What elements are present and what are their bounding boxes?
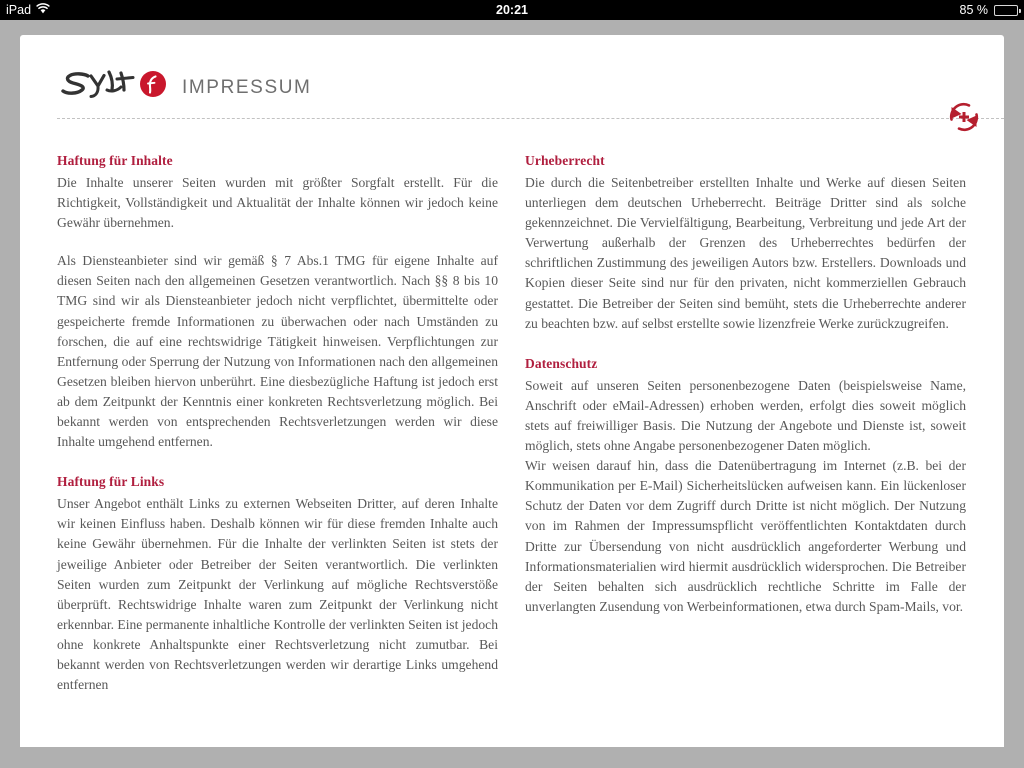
section-heading: Haftung für Links [57, 474, 165, 490]
section-paragraph: Wir weisen darauf hin, dass die Datenübertragung im Internet (z.B. bei der Kommunikation per E-Mail) Sicherheitslücken aufweisen kann. Ein lückenloser Schutz der Daten vor dem Zugriff durch Dritte ist nicht möglich. Der Nutzung von im Rahmen der Impressumspflicht veröffentlichten Kontaktdaten durch Dritte zur Übersendung von nicht ausdrücklich angeforderter Werbung und Informationsmaterialien wird hiermit ausdrücklich widersprochen. Die Betreiber der Seiten behalten sich ausdrücklich rechtliche Schritte im Falle der unverlangten Zusendung von Werbeinformationen, etwa durch Spam-Mails, vor. [525, 458, 966, 614]
section-heading: Datenschutz [525, 355, 598, 371]
section-urheberrecht [525, 153, 966, 334]
section-haftung-fuer-inhalte [57, 153, 498, 452]
section-heading: Urheberrecht [525, 153, 605, 168]
battery-percent-label: 85 % [959, 3, 988, 17]
right-column [525, 153, 966, 695]
page-title: IMPRESSUM [182, 76, 312, 98]
section-paragraph: Unser Angebot enthält Links zu externen Webseiten Dritter, auf deren Inhalte wir keinen Einfluss haben. Deshalb können wir für diese fremden Inhalte auch keine Gewähr übernehmen. Für die Inhalte der verlinkten Seiten ist stets der jeweilige Anbieter oder Betreiber der Seiten verantwortlich. Die verlinkten Seiten wurden zum Zeitpunkt der Verlinkung auf mögliche Rechtsverstöße überprüft. Rechtswidrige Inhalte waren zum Zeitpunkt der Verlinkung nicht erkennbar. Eine permanente inhaltliche Kontrolle der verlinkten Seiten ist jedoch ohne konkrete Anhaltspunkte einer Rechtsverletzung nicht zumutbar. Bei bekannt werden von Rechtsverletzungen werden wir derartige Links umgehend entfernen [57, 496, 498, 693]
section-paragraph: Die durch die Seitenbetreiber erstellten Inhalte und Werke auf diesen Seiten unterliegen dem deutschen Urheberrecht. Beiträge Dritter sind als solche gekennzeichnet. Die Vervielfältigung, Bearbeitung, Verbreitung und jede Art der Verwertung außerhalb der Grenzen des Urheberrechtes bedürfen der schriftlichen Zustimmung des jeweiligen Autors bzw. Erstellers. Downloads und Kopien dieser Seite sind nur für den privaten, nicht kommerziellen Gebrauch gestattet. Die Betreiber der Seiten sind bemüht, stets die Urheberrechte anderer zu beachten bzw. auf selbst erstellte sowie lizenzfreie Werke zurückzugreifen. [525, 175, 966, 331]
header-divider [57, 118, 1004, 119]
sylt-logo-icon [57, 67, 145, 106]
impressum-content [57, 153, 1004, 695]
ios-status-bar [0, 0, 1024, 20]
section-paragraph: Die Inhalte unserer Seiten wurden mit größter Sorgfalt erstellt. Für die Richtigkeit, Vollständigkeit und Aktualität der Inhalte können wir jedoch keine Gewähr übernehmen. [57, 175, 498, 231]
brand-logo[interactable] [57, 67, 311, 106]
section-paragraph: Soweit auf unseren Seiten personenbezogene Daten (beispielsweise Name, Anschrift oder eMail-Adressen) erhoben werden, erfolgt dies soweit möglich stets auf freiwilliger Basis. Die Nutzung der Angebote und Dienste ist, soweit möglich, stets ohne Angabe personenbezogener Daten möglich. [525, 377, 966, 454]
sylt-badge-icon [139, 70, 167, 103]
impressum-page-card [20, 35, 1004, 747]
section-paragraph: Als Diensteanbieter sind wir gemäß § 7 Abs.1 TMG für eigene Inhalte auf diesen Seiten nach den allgemeinen Gesetzen verantwortlich. Nach §§ 8 bis 10 TMG sind wir als Diensteanbieter jedoch nicht verpflichtet, übermittelte oder gespeicherte fremde Informationen zu überwachen oder nach Umständen zu forschen, die auf eine rechtswidrige Tätigkeit hinweisen. Verpflichtungen zur Entfernung oder Sperrung der Nutzung von Informationen nach den allgemeinen Gesetzen bleiben hiervon unberührt. Eine diesbezügliche Haftung ist jedoch erst ab dem Zeitpunkt der Kenntnis einer konkreten Rechtsverletzung möglich. Bei bekannt werden von entsprechenden Rechtsverletzungen werden wir diese Inhalte umgehend entfernen. [57, 253, 498, 450]
page-header [20, 35, 1004, 120]
battery-icon [994, 5, 1018, 16]
device-name: iPad [6, 3, 32, 17]
section-datenschutz [525, 356, 966, 617]
status-clock: 20:21 [496, 3, 528, 17]
refresh-plus-icon[interactable] [942, 96, 986, 138]
app-viewport [0, 20, 1024, 768]
status-right-group [960, 0, 1019, 20]
section-haftung-fuer-links [57, 474, 498, 695]
left-column [57, 153, 498, 695]
section-heading: Haftung für Inhalte [57, 153, 173, 168]
